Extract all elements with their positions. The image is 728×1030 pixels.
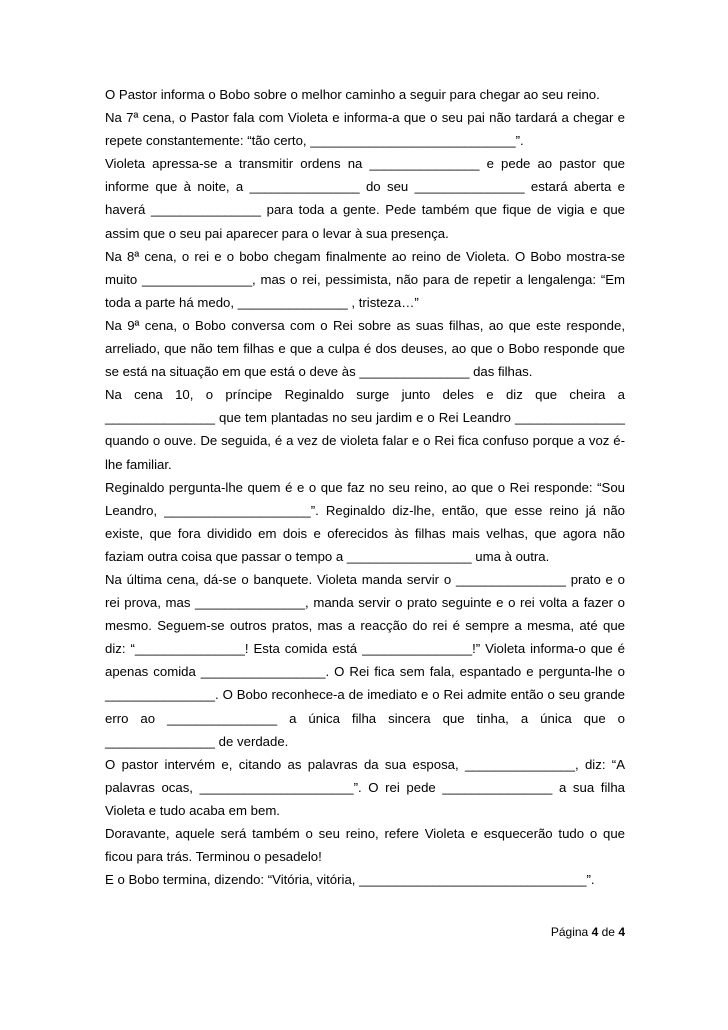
- paragraph-11: E o Bobo termina, dizendo: “Vitória, vitória, _______________________________”.: [105, 872, 595, 888]
- page-total: 4: [618, 925, 625, 939]
- paragraph-6: Na cena 10, o príncipe Reginaldo surge junto deles e diz que cheira a _______________ que tem plantadas no seu jardim e o Rei Leandro _______________ quando o ouve. De seguida, é a vez de violeta falar e o Rei fica confuso porque a voz é-lhe familiar.: [105, 387, 625, 472]
- page-label: Página: [550, 925, 589, 939]
- paragraph-7: Reginaldo pergunta-lhe quem é e o que faz no seu reino, ao que o Rei responde: “Sou Leandro, ____________________”. Reginaldo diz-lhe, então, que esse reino já não existe, que fora dividido em dois e oferecidos às filhas mais velhas, que agora não faziam outra coisa que passar o tempo a _________________ uma à outra.: [105, 479, 625, 564]
- paragraph-8: Na última cena, dá-se o banquete. Violeta manda servir o _______________ prato e o rei prova, mas _______________, manda servir o prato seguinte e o rei volta a fazer o mesmo. Seguem-se outros pratos, mas a reacção do rei é sempre a mesma, até que diz: “_______________! Esta comida está _______________!” Violeta informa-o que é apenas comida _________________. O Rei fica sem fala, espantado e pergunta-lhe o _______________. O Bobo reconhece-a de imediato e o Rei admite então o seu grande erro ao _______________ a única filha sincera que tinha, a única que o _______________ de verdade.: [105, 571, 625, 749]
- document-body: [105, 83, 625, 891]
- page-current: 4: [591, 925, 599, 939]
- paragraph-3: Violeta apressa-se a transmitir ordens na _______________ e pede ao pastor que informe que à noite, a _______________ do seu _______________ estará aberta e haverá _______________ para toda a gente. Pede também que fique de vigia e que assim que o seu pai aparecer para o levar à sua presença.: [105, 156, 625, 241]
- paragraph-2: Na 7ª cena, o Pastor fala com Violeta e informa-a que o seu pai não tardará a chegar e repete constantemente: “tão certo, ____________________________”.: [105, 110, 625, 149]
- paragraph-1: O Pastor informa o Bobo sobre o melhor caminho a seguir para chegar ao seu reino.: [105, 87, 600, 102]
- paragraph-4: Na 8ª cena, o rei e o bobo chegam finalmente ao reino de Violeta. O Bobo mostra-se muito _______________, mas o rei, pessimista, não para de repetir a lengalenga: “Em toda a parte há medo, _______________ , tristeza…”: [105, 248, 625, 310]
- paragraph-9: O pastor intervém e, citando as palavras da sua esposa, _______________, diz: “A palavras ocas, _____________________”. O rei pede _______________ a sua filha Violeta e tudo acaba em bem.: [105, 756, 625, 818]
- page-separator: de: [601, 925, 615, 939]
- paragraph-5: Na 9ª cena, o Bobo conversa com o Rei sobre as suas filhas, ao que este responde, arreliado, que não tem filhas e que a culpa é dos deuses, ao que o Bobo responde que se está na situação em que está o deve às _______________ das filhas.: [105, 317, 625, 380]
- page-number: [551, 925, 625, 939]
- paragraph-10: Doravante, aquele será também o seu reino, refere Violeta e esquecerão tudo o que ficou para trás. Terminou o pesadelo!: [105, 826, 625, 865]
